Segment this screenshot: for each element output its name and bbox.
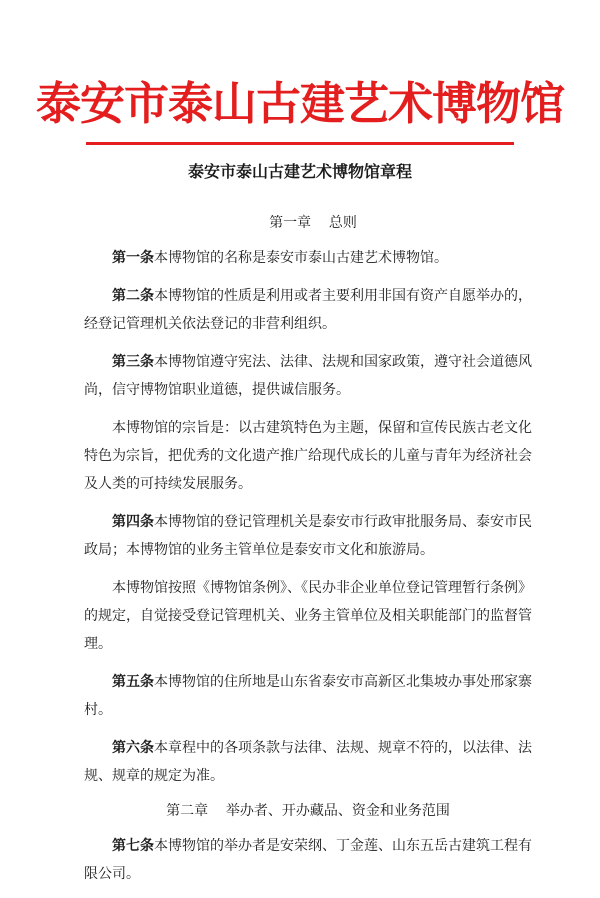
article-text: 本博物馆的登记管理机关是泰安市行政审批服务局、泰安市民政局；本博物馆的业务主管单位是泰安市文化和旅游局。	[84, 514, 532, 558]
article-7	[84, 832, 532, 888]
article-text: 本章程中的各项条款与法律、法规、规章不符的，以法律、法规、规章的规定为准。	[84, 740, 532, 784]
article-2	[84, 282, 532, 338]
article-1	[84, 244, 532, 272]
article-text: 本博物馆的名称是泰安市泰山古建艺术博物馆。	[154, 250, 448, 266]
article-label: 第四条	[112, 514, 154, 530]
article-label: 第七条	[112, 838, 154, 854]
chapter-heading-2: 第二章 举办者、开办藏品、资金和业务范围	[166, 803, 450, 819]
chapter-heading-1: 第一章 总则	[269, 215, 357, 231]
article-5	[84, 668, 532, 724]
article-label: 第六条	[112, 740, 154, 756]
document-body	[84, 212, 532, 898]
article-6	[84, 734, 532, 790]
letterhead-rule	[86, 142, 514, 145]
article-3	[84, 348, 532, 404]
article-text: 本博物馆的性质是利用或者主要利用非国有资产自愿举办的，经登记管理机关依法登记的非营利组织。	[84, 288, 532, 332]
article-4	[84, 508, 532, 564]
article-label: 第一条	[112, 250, 154, 266]
article-label: 第二条	[112, 288, 154, 304]
article-label: 第三条	[112, 354, 154, 370]
letterhead: 泰安市泰山古建艺术博物馆	[35, 77, 564, 130]
article-text: 本博物馆的举办者是安荣纲、丁金莲、山东五岳古建筑工程有限公司。	[84, 838, 532, 882]
document-title: 泰安市泰山古建艺术博物馆章程	[187, 162, 412, 181]
article-label: 第五条	[112, 674, 154, 690]
article-text: 本博物馆的住所地是山东省泰安市高新区北集坡办事处邢家寨村。	[84, 674, 532, 718]
article-text: 本博物馆遵守宪法、法律、法规和国家政策，遵守社会道德风尚，信守博物馆职业道德，提供诚信服务。	[84, 354, 532, 398]
purpose-paragraph: 本博物馆的宗旨是：以古建筑特色为主题，保留和宣传民族古老文化特色为宗旨，把优秀的文化遗产推广给现代成长的儿童与青年为经济社会及人类的可持续发展服务。	[84, 420, 532, 492]
supervision-paragraph: 本博物馆按照《博物馆条例》、《民办非企业单位登记管理暂行条例》的规定，自觉接受登记管理机关、业务主管单位及相关职能部门的监督管理。	[84, 580, 532, 652]
